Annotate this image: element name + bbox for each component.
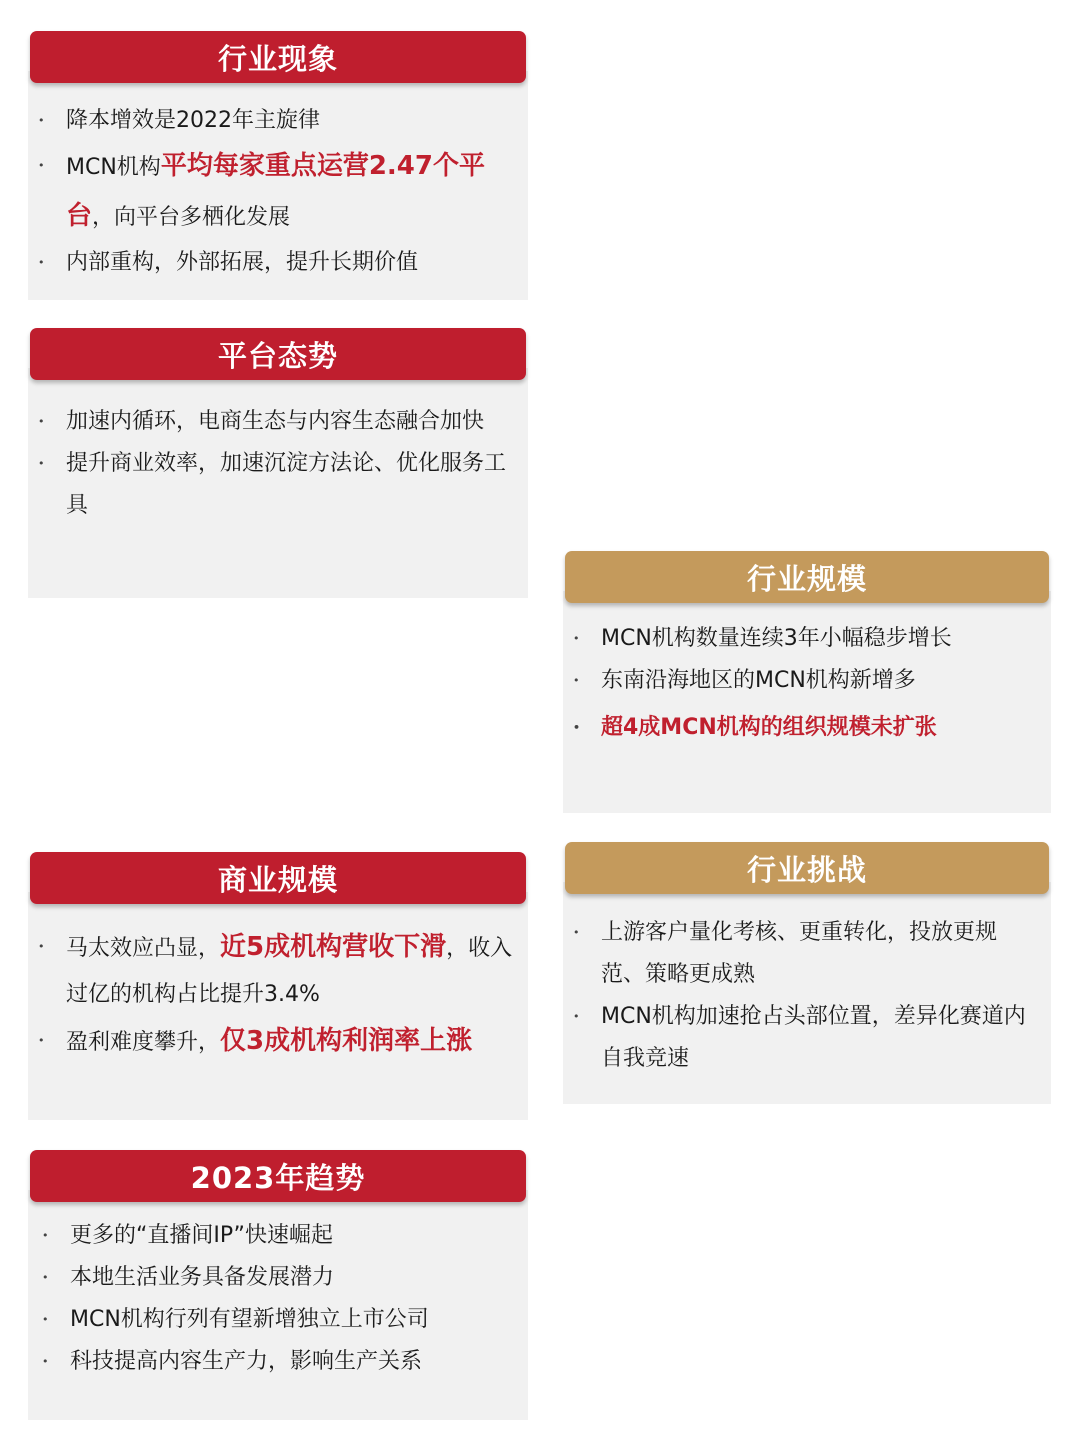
highlight-text: 近5成机构营收下滑 <box>220 932 447 962</box>
list-item-highlight: • 超4成MCN机构的组织规模未扩张 <box>601 702 1037 754</box>
list-item <box>66 142 514 242</box>
card-platform-trend <box>28 328 528 598</box>
card-title: 商业规模 <box>30 852 526 904</box>
card-industry-scale <box>563 551 1051 813</box>
item-list <box>66 924 514 1066</box>
card-industry-challenge <box>563 842 1051 1104</box>
item-text: ，收入过亿的机构占比提升3.4% <box>66 936 513 1007</box>
item-text: 盈利难度攀升， <box>66 1030 221 1055</box>
list-item: • 提升商业效率，加速沉淀方法论、优化服务工具 <box>66 443 514 527</box>
item-list <box>70 1215 514 1383</box>
card-title: 行业规模 <box>565 551 1049 603</box>
list-item: • 上游客户量化考核、更重转化，投放更规范、策略更成熟 <box>601 912 1037 996</box>
list-item: • 降本增效是2022年主旋律 <box>66 100 514 142</box>
list-item <box>66 924 514 1018</box>
card-title: 行业挑战 <box>565 842 1049 894</box>
item-list <box>66 100 514 284</box>
list-item: • 本地生活业务具备发展潜力 <box>70 1257 514 1299</box>
highlight-text: 平均每家重点运营2.47个平台 <box>66 151 485 231</box>
list-item: • MCN机构加速抢占头部位置，差异化赛道内自我竞速 <box>601 996 1037 1080</box>
item-list <box>601 912 1037 1080</box>
list-item: • 更多的“直播间IP”快速崛起 <box>70 1215 514 1257</box>
item-text: MCN机构 <box>66 155 161 180</box>
list-item: • 加速内循环，电商生态与内容生态融合加快 <box>66 401 514 443</box>
card-title: 平台态势 <box>30 328 526 380</box>
card-industry-phenomenon <box>28 31 528 300</box>
item-text: 马太效应凸显， <box>66 936 221 961</box>
card-title: 2023年趋势 <box>30 1150 526 1202</box>
list-item <box>66 1018 514 1066</box>
list-item: • MCN机构数量连续3年小幅稳步增长 <box>601 618 1037 660</box>
list-item: • 科技提高内容生产力，影响生产关系 <box>70 1341 514 1383</box>
list-item: • MCN机构行列有望新增独立上市公司 <box>70 1299 514 1341</box>
list-item: • 东南沿海地区的MCN机构新增多 <box>601 660 1037 702</box>
list-item: • 内部重构，外部拓展，提升长期价值 <box>66 242 514 284</box>
item-list <box>601 618 1037 754</box>
card-business-scale <box>28 852 528 1120</box>
highlight-text: 仅3成机构利润率上涨 <box>220 1026 473 1056</box>
card-trend-2023 <box>28 1150 528 1420</box>
card-title: 行业现象 <box>30 31 526 83</box>
item-text: ，向平台多栖化发展 <box>92 205 291 230</box>
item-list <box>66 401 514 527</box>
